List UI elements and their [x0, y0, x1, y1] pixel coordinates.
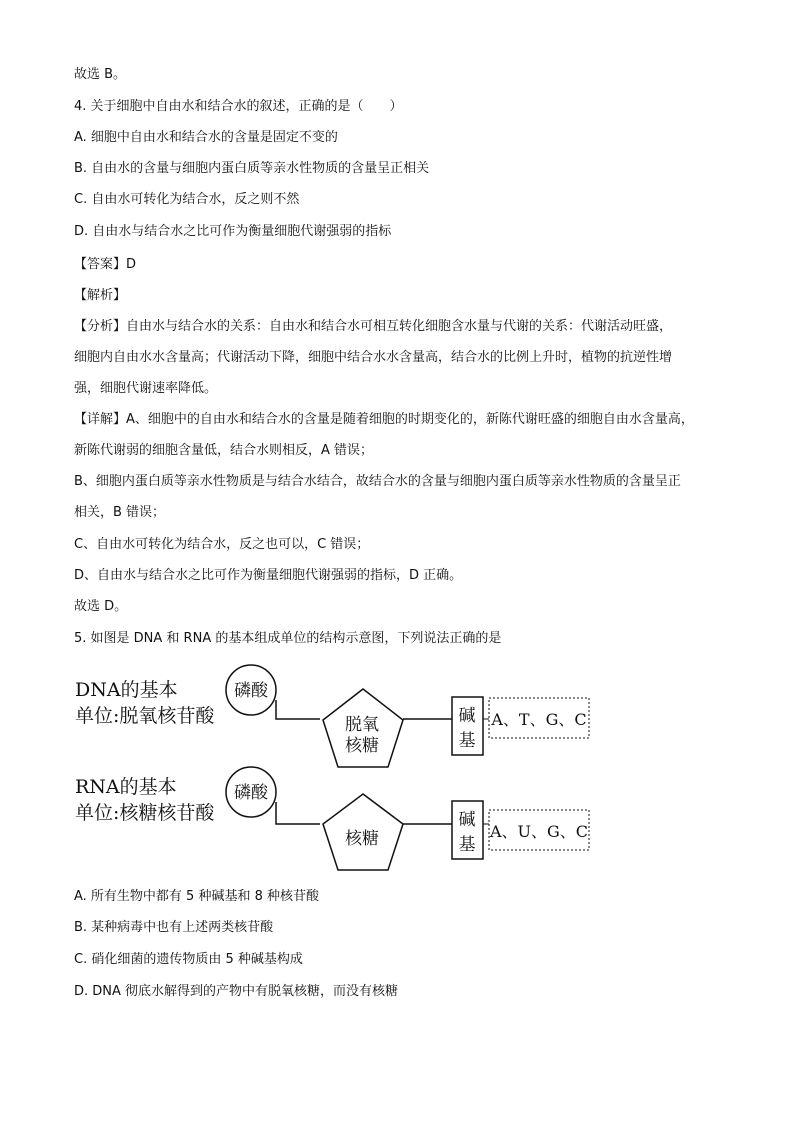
detail-text-2: 新陈代谢弱的细胞含量低，结合水则相反，A 错误；	[74, 443, 374, 458]
rna-title-line2: 单位:核糖核苷酸	[75, 802, 215, 824]
rna-base-label-2: 基	[458, 835, 476, 855]
q4-option-d: D. 自由水与结合水之比可作为衡量细胞代谢强弱的指标	[74, 224, 392, 239]
detail-text-7: 故选 D。	[74, 599, 128, 614]
rna-bases-text: A、U、G、C	[489, 822, 589, 841]
q4-option-b: B. 自由水的含量与细胞内蛋白质等亲水性物质的含量呈正相关	[74, 161, 430, 176]
dna-title-line2: 单位:脱氧核苷酸	[75, 705, 215, 727]
detail-text-6: D、自由水与结合水之比可作为衡量细胞代谢强弱的指标，D 正确。	[74, 568, 463, 583]
dna-base-label-2: 基	[458, 731, 476, 751]
nucleotide-diagram	[0, 655, 794, 880]
dna-sugar-label-2: 核糖	[345, 736, 379, 756]
q4-option-c: C. 自由水可转化为结合水，反之则不然	[74, 192, 300, 207]
question-5-stem: 5. 如图是 DNA 和 RNA 的基本组成单位的结构示意图，下列说法正确的是	[74, 631, 502, 646]
q4-option-a: A. 细胞中自由水和结合水的含量是固定不变的	[74, 130, 338, 145]
detail-text-4: 相关，B 错误；	[74, 505, 166, 520]
q5-option-d: D. DNA 彻底水解得到的产物中有脱氧核糖，而没有核糖	[74, 984, 399, 999]
dna-base-label-1: 碱	[458, 706, 476, 726]
dna-bases-text: A、T、G、C	[491, 710, 587, 729]
detail-text-1: 【详解】A、细胞中的自由水和结合水的含量是随着细胞的时期变化的，新陈代谢旺盛的细胞自由水含量高，	[74, 412, 694, 427]
rna-sugar-label: 核糖	[345, 829, 379, 849]
analysis-text-2: 细胞内自由水水含量高；代谢活动下降，细胞中结合水水含量高，结合水的比例上升时，植物的抗逆性增	[74, 350, 673, 365]
rna-base-label-1: 碱	[458, 810, 476, 830]
dna-sugar-label-1: 脱氧	[345, 715, 379, 735]
q5-option-c: C. 硝化细菌的遗传物质由 5 种碱基构成	[74, 952, 303, 967]
dna-phosphate-label: 磷酸	[234, 681, 268, 701]
rna-title-line1: RNA的基本	[75, 776, 177, 798]
analysis-text-3: 强，细胞代谢速率降低。	[74, 381, 218, 396]
question-4-stem: 4. 关于细胞中自由水和结合水的叙述，正确的是（ ）	[74, 99, 403, 114]
rna-phosphate-label: 磷酸	[234, 783, 268, 803]
answer-label: 【答案】D	[74, 257, 137, 272]
analysis-text-1: 【分析】自由水与结合水的关系：自由水和结合水可相互转化细胞含水量与代谢的关系：代谢活动旺盛，	[74, 319, 673, 334]
rna-bond-phosphate-sugar	[276, 802, 320, 824]
dna-title-line1: DNA的基本	[75, 679, 178, 701]
detail-text-5: C、自由水可转化为结合水，反之也可以，C 错误；	[74, 537, 370, 552]
dna-bond-phosphate-sugar	[276, 700, 320, 719]
text-line-1: 故选 B。	[74, 67, 127, 82]
analysis-label: 【解析】	[74, 288, 127, 303]
q5-option-a: A. 所有生物中都有 5 种碱基和 8 种核苷酸	[74, 889, 320, 904]
detail-text-3: B、细胞内蛋白质等亲水性物质是与结合水结合，故结合水的含量与细胞内蛋白质等亲水性物质的含量呈正	[74, 474, 681, 489]
q5-option-b: B. 某种病毒中也有上述两类核苷酸	[74, 920, 274, 935]
